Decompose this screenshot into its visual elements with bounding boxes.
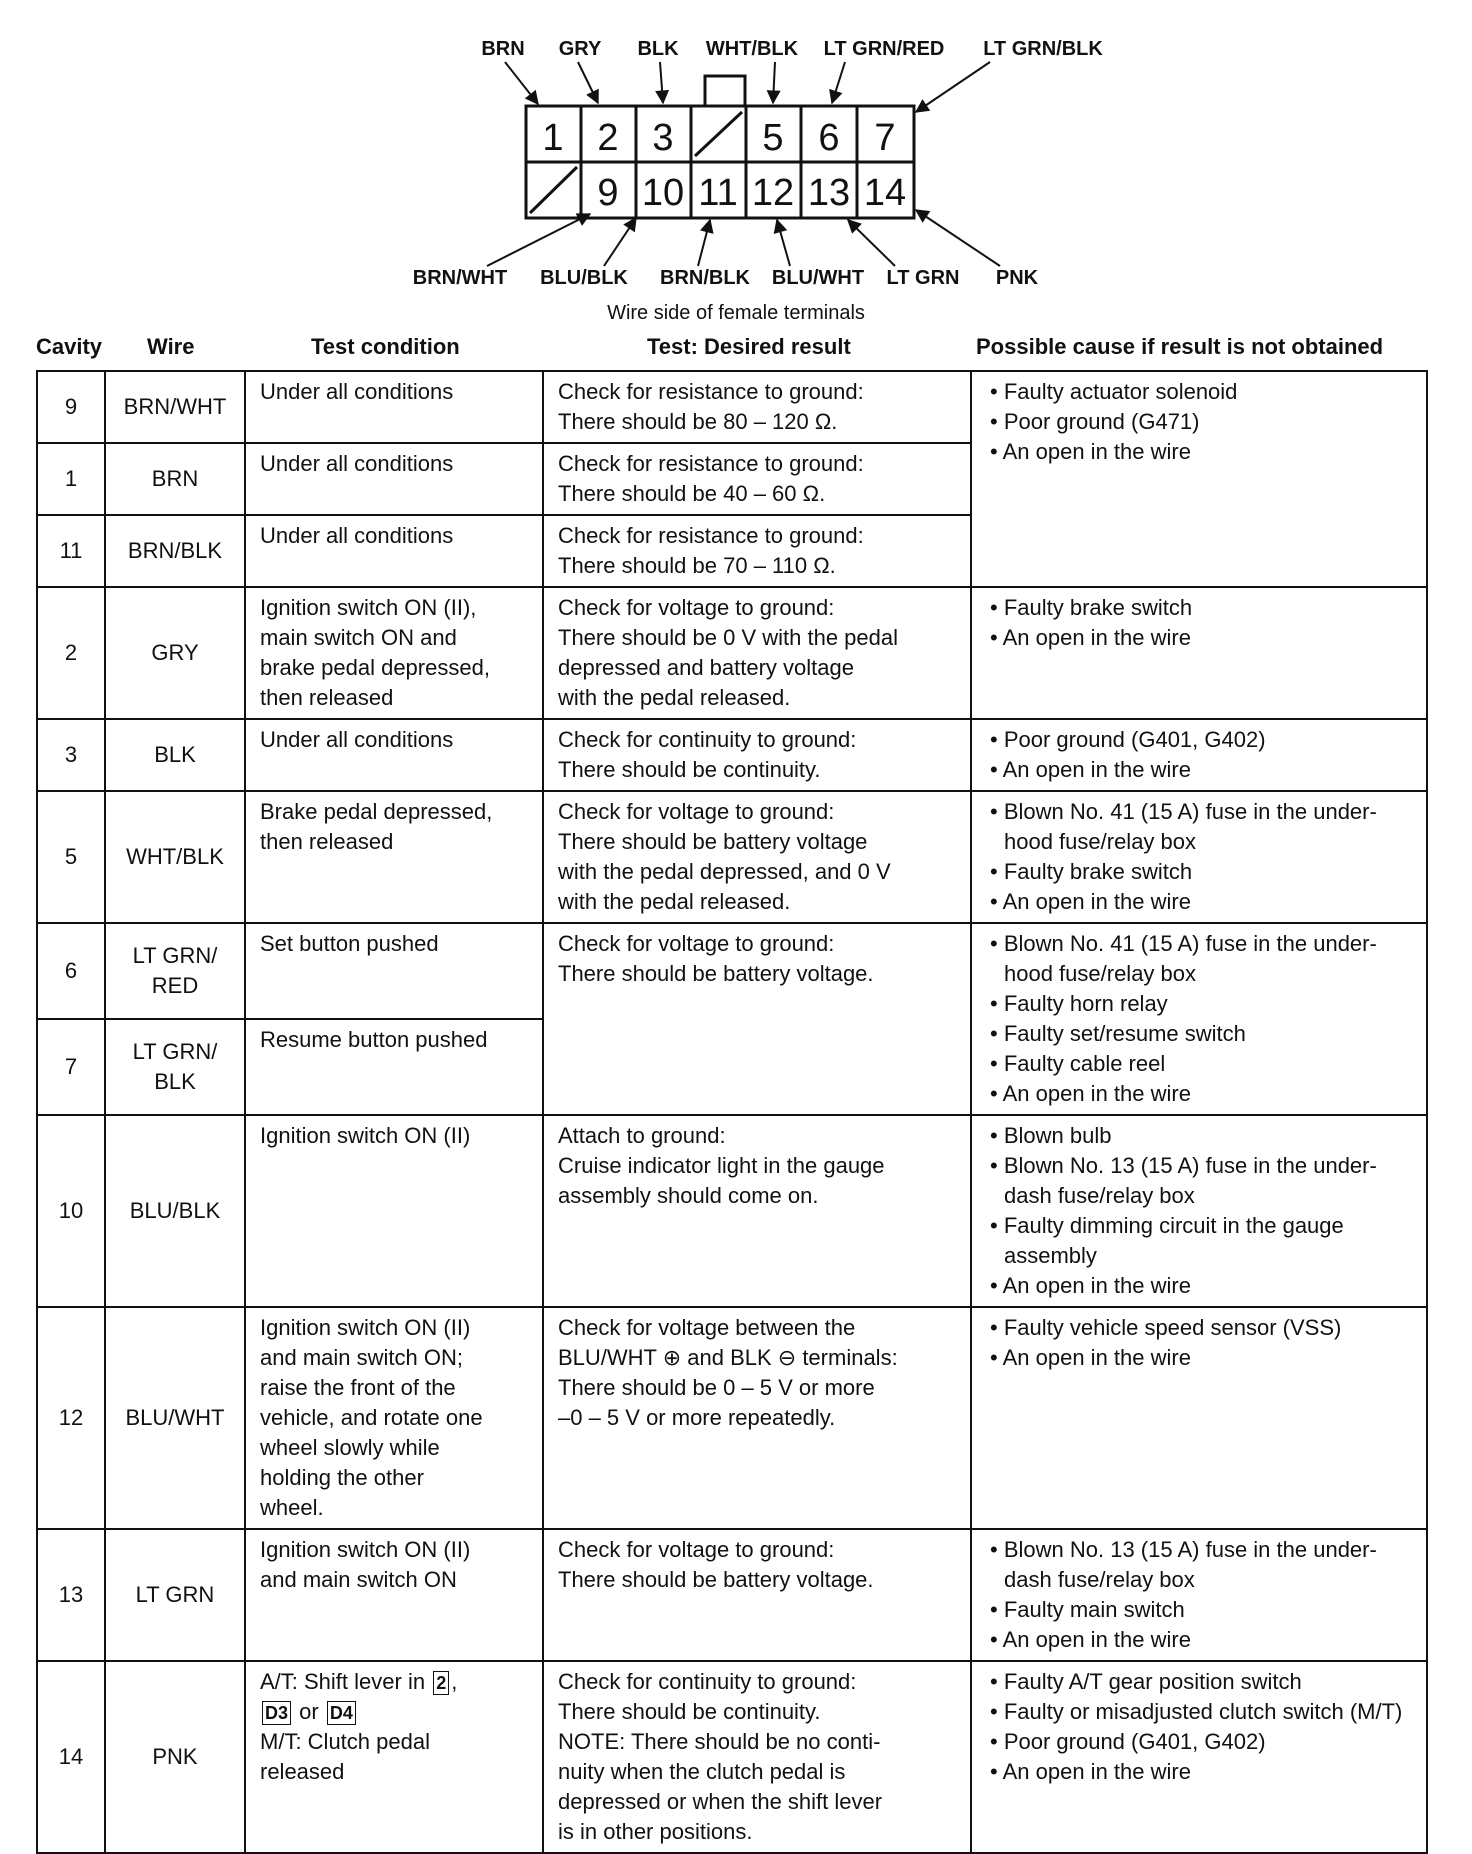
diagram-caption: Wire side of female terminals xyxy=(607,302,865,324)
header-possible-cause: Possible cause if result is not obtained xyxy=(976,334,1384,359)
cavity-9: 9 xyxy=(597,172,619,214)
wire-label-lt-grn: LT GRN xyxy=(886,267,960,289)
result-cell xyxy=(543,719,971,791)
result-cell xyxy=(543,1307,971,1529)
wire-label-brn: BRN xyxy=(481,38,525,60)
wire-cell: WHT/BLK xyxy=(105,791,245,923)
result-line: There should be 0 V with the pedal xyxy=(558,625,899,650)
result-line: There should be battery voltage. xyxy=(558,961,874,986)
wire-line: LT GRN/ xyxy=(132,1039,218,1064)
cavity-3: 3 xyxy=(652,117,674,159)
causes-cell xyxy=(971,1307,1427,1529)
wire-cell: LT GRN xyxy=(105,1529,245,1661)
cavity-cell: 3 xyxy=(37,719,105,791)
wire-label-blu-wht: BLU/WHT xyxy=(771,267,865,289)
result-line: with the pedal released. xyxy=(558,889,791,914)
result-cell xyxy=(543,515,971,587)
cavity-2: 2 xyxy=(597,117,619,159)
condition-cell xyxy=(245,1529,543,1661)
position-d4-symbol: D4 xyxy=(327,1701,356,1725)
wire-label-pnk: PNK xyxy=(995,267,1039,289)
result-cell xyxy=(543,923,971,1115)
result-line: –0 – 5 V or more repeatedly. xyxy=(558,1405,836,1430)
result-line: with the pedal released. xyxy=(558,685,791,710)
wire-label-lt-grn-blk: LT GRN/BLK xyxy=(983,38,1103,60)
result-line: Check for resistance to ground: xyxy=(558,523,864,548)
condition-line: released xyxy=(260,1759,345,1784)
wire-cell: BRN/BLK xyxy=(105,515,245,587)
result-line: Check for continuity to ground: xyxy=(558,1669,857,1694)
causes-cell xyxy=(971,1115,1427,1307)
result-cell xyxy=(543,443,971,515)
cavity-cell: 2 xyxy=(37,587,105,719)
condition-cell: Ignition switch ON (II) xyxy=(245,1115,543,1307)
result-line: is in other positions. xyxy=(558,1819,753,1844)
cause-item: • Poor ground (G401, G402) xyxy=(1004,1727,1418,1757)
result-line: Attach to ground: xyxy=(558,1123,726,1148)
condition-line: main switch ON and xyxy=(260,625,457,650)
condition-line: and main switch ON; xyxy=(260,1345,463,1370)
cavity-10: 10 xyxy=(641,172,685,214)
header-wire: Wire xyxy=(147,334,195,359)
result-line: assembly should come on. xyxy=(558,1183,819,1208)
header-cavity: Cavity xyxy=(36,334,103,359)
result-line: Check for voltage to ground: xyxy=(558,1537,835,1562)
causes-cell xyxy=(971,1661,1427,1853)
cavity-cell: 7 xyxy=(37,1019,105,1115)
cavity-cell: 13 xyxy=(37,1529,105,1661)
result-cell xyxy=(543,791,971,923)
cause-item: • Blown No. 41 (15 A) fuse in the under-hood fuse/relay box xyxy=(1004,797,1418,857)
table-row xyxy=(37,791,1427,923)
cause-item: • Blown No. 13 (15 A) fuse in the under-dash fuse/relay box xyxy=(1004,1151,1418,1211)
result-line: Check for voltage between the xyxy=(558,1315,856,1340)
wire-cell: BRN/WHT xyxy=(105,371,245,443)
cavity-12: 12 xyxy=(751,172,795,214)
wire-cell xyxy=(105,923,245,1019)
cause-item: • Blown bulb xyxy=(1004,1121,1418,1151)
result-line: nuity when the clutch pedal is xyxy=(558,1759,846,1784)
cavity-cell: 6 xyxy=(37,923,105,1019)
result-line: Check for voltage to ground: xyxy=(558,799,835,824)
cause-item: • An open in the wire xyxy=(1004,437,1418,467)
result-line: There should be battery voltage xyxy=(558,829,868,854)
result-line: Check for voltage to ground: xyxy=(558,595,835,620)
cavity-cell: 9 xyxy=(37,371,105,443)
cavity-1: 1 xyxy=(542,117,564,159)
wire-label-blu-blk: BLU/BLK xyxy=(540,267,628,289)
result-line: depressed or when the shift lever xyxy=(558,1789,883,1814)
result-line: Check for voltage to ground: xyxy=(558,931,835,956)
wire-cell: BLK xyxy=(105,719,245,791)
header-test-condition: Test condition xyxy=(311,334,460,359)
cause-item: • Faulty main switch xyxy=(1004,1595,1418,1625)
condition-line: vehicle, and rotate one xyxy=(260,1405,483,1430)
cause-item: • Blown No. 13 (15 A) fuse in the under-dash fuse/relay box xyxy=(1004,1535,1418,1595)
condition-line: wheel slowly while xyxy=(260,1435,440,1460)
condition-cell: Under all conditions xyxy=(245,719,543,791)
wire-line: RED xyxy=(151,973,199,998)
condition-line: Ignition switch ON (II), xyxy=(260,595,477,620)
or-text: or xyxy=(299,1699,319,1724)
cause-item: • An open in the wire xyxy=(1004,1079,1418,1109)
cause-item: • Poor ground (G401, G402) xyxy=(1004,725,1418,755)
result-line: There should be 80 – 120 Ω. xyxy=(558,409,838,434)
cavity-6: 6 xyxy=(818,117,840,159)
result-line: There should be battery voltage. xyxy=(558,1567,874,1592)
result-line: There should be 70 – 110 Ω. xyxy=(558,553,836,578)
result-cell xyxy=(543,1529,971,1661)
position-2-symbol: 2 xyxy=(433,1671,449,1695)
result-cell xyxy=(543,1115,971,1307)
cavity-11: 11 xyxy=(698,172,738,214)
condition-cell: Under all conditions xyxy=(245,371,543,443)
condition-cell: Under all conditions xyxy=(245,443,543,515)
cause-item: • Faulty cable reel xyxy=(1004,1049,1418,1079)
result-line: NOTE: There should be no conti- xyxy=(558,1729,881,1754)
cause-item: • An open in the wire xyxy=(1004,1343,1418,1373)
wire-label-lt-grn-red: LT GRN/RED xyxy=(823,38,945,60)
cavity-5: 5 xyxy=(762,117,784,159)
condition-line: wheel. xyxy=(260,1495,324,1520)
wire-line: BLK xyxy=(154,1069,196,1094)
wire-cell: BLU/BLK xyxy=(105,1115,245,1307)
wire-cell xyxy=(105,1019,245,1115)
result-line: There should be continuity. xyxy=(558,757,821,782)
result-line: There should be 0 – 5 V or more xyxy=(558,1375,875,1400)
result-line: Cruise indicator light in the gauge xyxy=(558,1153,885,1178)
result-cell xyxy=(543,371,971,443)
wire-label-brn-wht: BRN/WHT xyxy=(412,267,508,289)
wire-line: LT GRN/ xyxy=(132,943,218,968)
condition-cell xyxy=(245,1661,543,1853)
condition-line: then released xyxy=(260,829,394,854)
table-row xyxy=(37,719,1427,791)
position-d3-symbol: D3 xyxy=(262,1701,291,1725)
cause-item: • Blown No. 41 (15 A) fuse in the under-hood fuse/relay box xyxy=(1004,929,1418,989)
wire-cell: GRY xyxy=(105,587,245,719)
causes-cell xyxy=(971,923,1427,1115)
table-row xyxy=(37,1529,1427,1661)
result-line: Check for resistance to ground: xyxy=(558,451,864,476)
causes-cell xyxy=(971,587,1427,719)
cavity-cell: 11 xyxy=(37,515,105,587)
result-cell xyxy=(543,1661,971,1853)
condition-line: holding the other xyxy=(260,1465,424,1490)
wire-cell: BRN xyxy=(105,443,245,515)
condition-line: then released xyxy=(260,685,394,710)
condition-line: M/T: Clutch pedal xyxy=(260,1729,430,1754)
cause-item: • Faulty actuator solenoid xyxy=(1004,377,1418,407)
table-row xyxy=(37,923,1427,1019)
cause-item: • Faulty or misadjusted clutch switch (M/T) xyxy=(1004,1697,1418,1727)
condition-line: raise the front of the xyxy=(260,1375,456,1400)
wire-cell: PNK xyxy=(105,1661,245,1853)
condition-cell: Under all conditions xyxy=(245,515,543,587)
causes-cell xyxy=(971,371,1427,587)
wire-label-gry: GRY xyxy=(558,38,602,60)
condition-cell xyxy=(245,1307,543,1529)
cavity-7: 7 xyxy=(874,117,896,159)
cause-item: • Faulty brake switch xyxy=(1004,857,1418,887)
at-shift-text: A/T: Shift lever in xyxy=(260,1669,426,1694)
condition-line xyxy=(260,1697,534,1727)
cause-item: • An open in the wire xyxy=(1004,623,1418,653)
table-row xyxy=(37,1307,1427,1529)
cavity-14: 14 xyxy=(863,172,907,214)
cause-item: • An open in the wire xyxy=(1004,755,1418,785)
condition-line: Ignition switch ON (II) xyxy=(260,1537,471,1562)
condition-line: A/T: Shift lever in 2 , xyxy=(260,1669,458,1694)
table-row xyxy=(37,1661,1427,1853)
condition-line: Ignition switch ON (II) xyxy=(260,1315,471,1340)
wire-label-brn-blk: BRN/BLK xyxy=(660,267,750,289)
cause-item: • Faulty horn relay xyxy=(1004,989,1418,1019)
condition-line: Brake pedal depressed, xyxy=(260,799,493,824)
header-desired-result: Test: Desired result xyxy=(647,334,851,359)
condition-line: and main switch ON xyxy=(260,1567,457,1592)
result-line: BLU/WHT ⊕ and BLK ⊖ terminals: xyxy=(558,1345,898,1370)
cause-item: • Faulty brake switch xyxy=(1004,593,1418,623)
cause-item: • An open in the wire xyxy=(1004,1271,1418,1301)
causes-cell xyxy=(971,791,1427,923)
result-line: Check for resistance to ground: xyxy=(558,379,864,404)
cavity-cell: 10 xyxy=(37,1115,105,1307)
cause-item: • An open in the wire xyxy=(1004,1757,1418,1787)
connector-diagram xyxy=(0,0,1472,330)
wire-label-wht-blk: WHT/BLK xyxy=(705,38,799,60)
cavity-cell: 12 xyxy=(37,1307,105,1529)
cavity-13: 13 xyxy=(807,172,851,214)
cavity-cell: 14 xyxy=(37,1661,105,1853)
cause-item: • Poor ground (G471) xyxy=(1004,407,1418,437)
condition-line: brake pedal depressed, xyxy=(260,655,490,680)
condition-cell xyxy=(245,791,543,923)
condition-cell: Resume button pushed xyxy=(245,1019,543,1115)
cause-item: • Faulty A/T gear position switch xyxy=(1004,1667,1418,1697)
condition-cell: Set button pushed xyxy=(245,923,543,1019)
causes-cell xyxy=(971,719,1427,791)
result-line: depressed and battery voltage xyxy=(558,655,854,680)
cause-item: • An open in the wire xyxy=(1004,887,1418,917)
table-row xyxy=(37,371,1427,443)
cause-item: • Faulty dimming circuit in the gauge assembly xyxy=(1004,1211,1418,1271)
cause-item: • Faulty set/resume switch xyxy=(1004,1019,1418,1049)
cavity-cell: 5 xyxy=(37,791,105,923)
result-cell xyxy=(543,587,971,719)
wire-label-blk: BLK xyxy=(637,38,679,60)
result-line: Check for continuity to ground: xyxy=(558,727,857,752)
result-line: There should be continuity. xyxy=(558,1699,821,1724)
result-line: with the pedal depressed, and 0 V xyxy=(558,859,891,884)
cause-item: • Faulty vehicle speed sensor (VSS) xyxy=(1004,1313,1418,1343)
cavity-cell: 1 xyxy=(37,443,105,515)
wire-cell: BLU/WHT xyxy=(105,1307,245,1529)
cause-item: • An open in the wire xyxy=(1004,1625,1418,1655)
causes-cell xyxy=(971,1529,1427,1661)
result-line: There should be 40 – 60 Ω. xyxy=(558,481,826,506)
wire-test-table xyxy=(36,370,1428,1854)
table-row xyxy=(37,587,1427,719)
table-row xyxy=(37,1115,1427,1307)
condition-cell xyxy=(245,587,543,719)
